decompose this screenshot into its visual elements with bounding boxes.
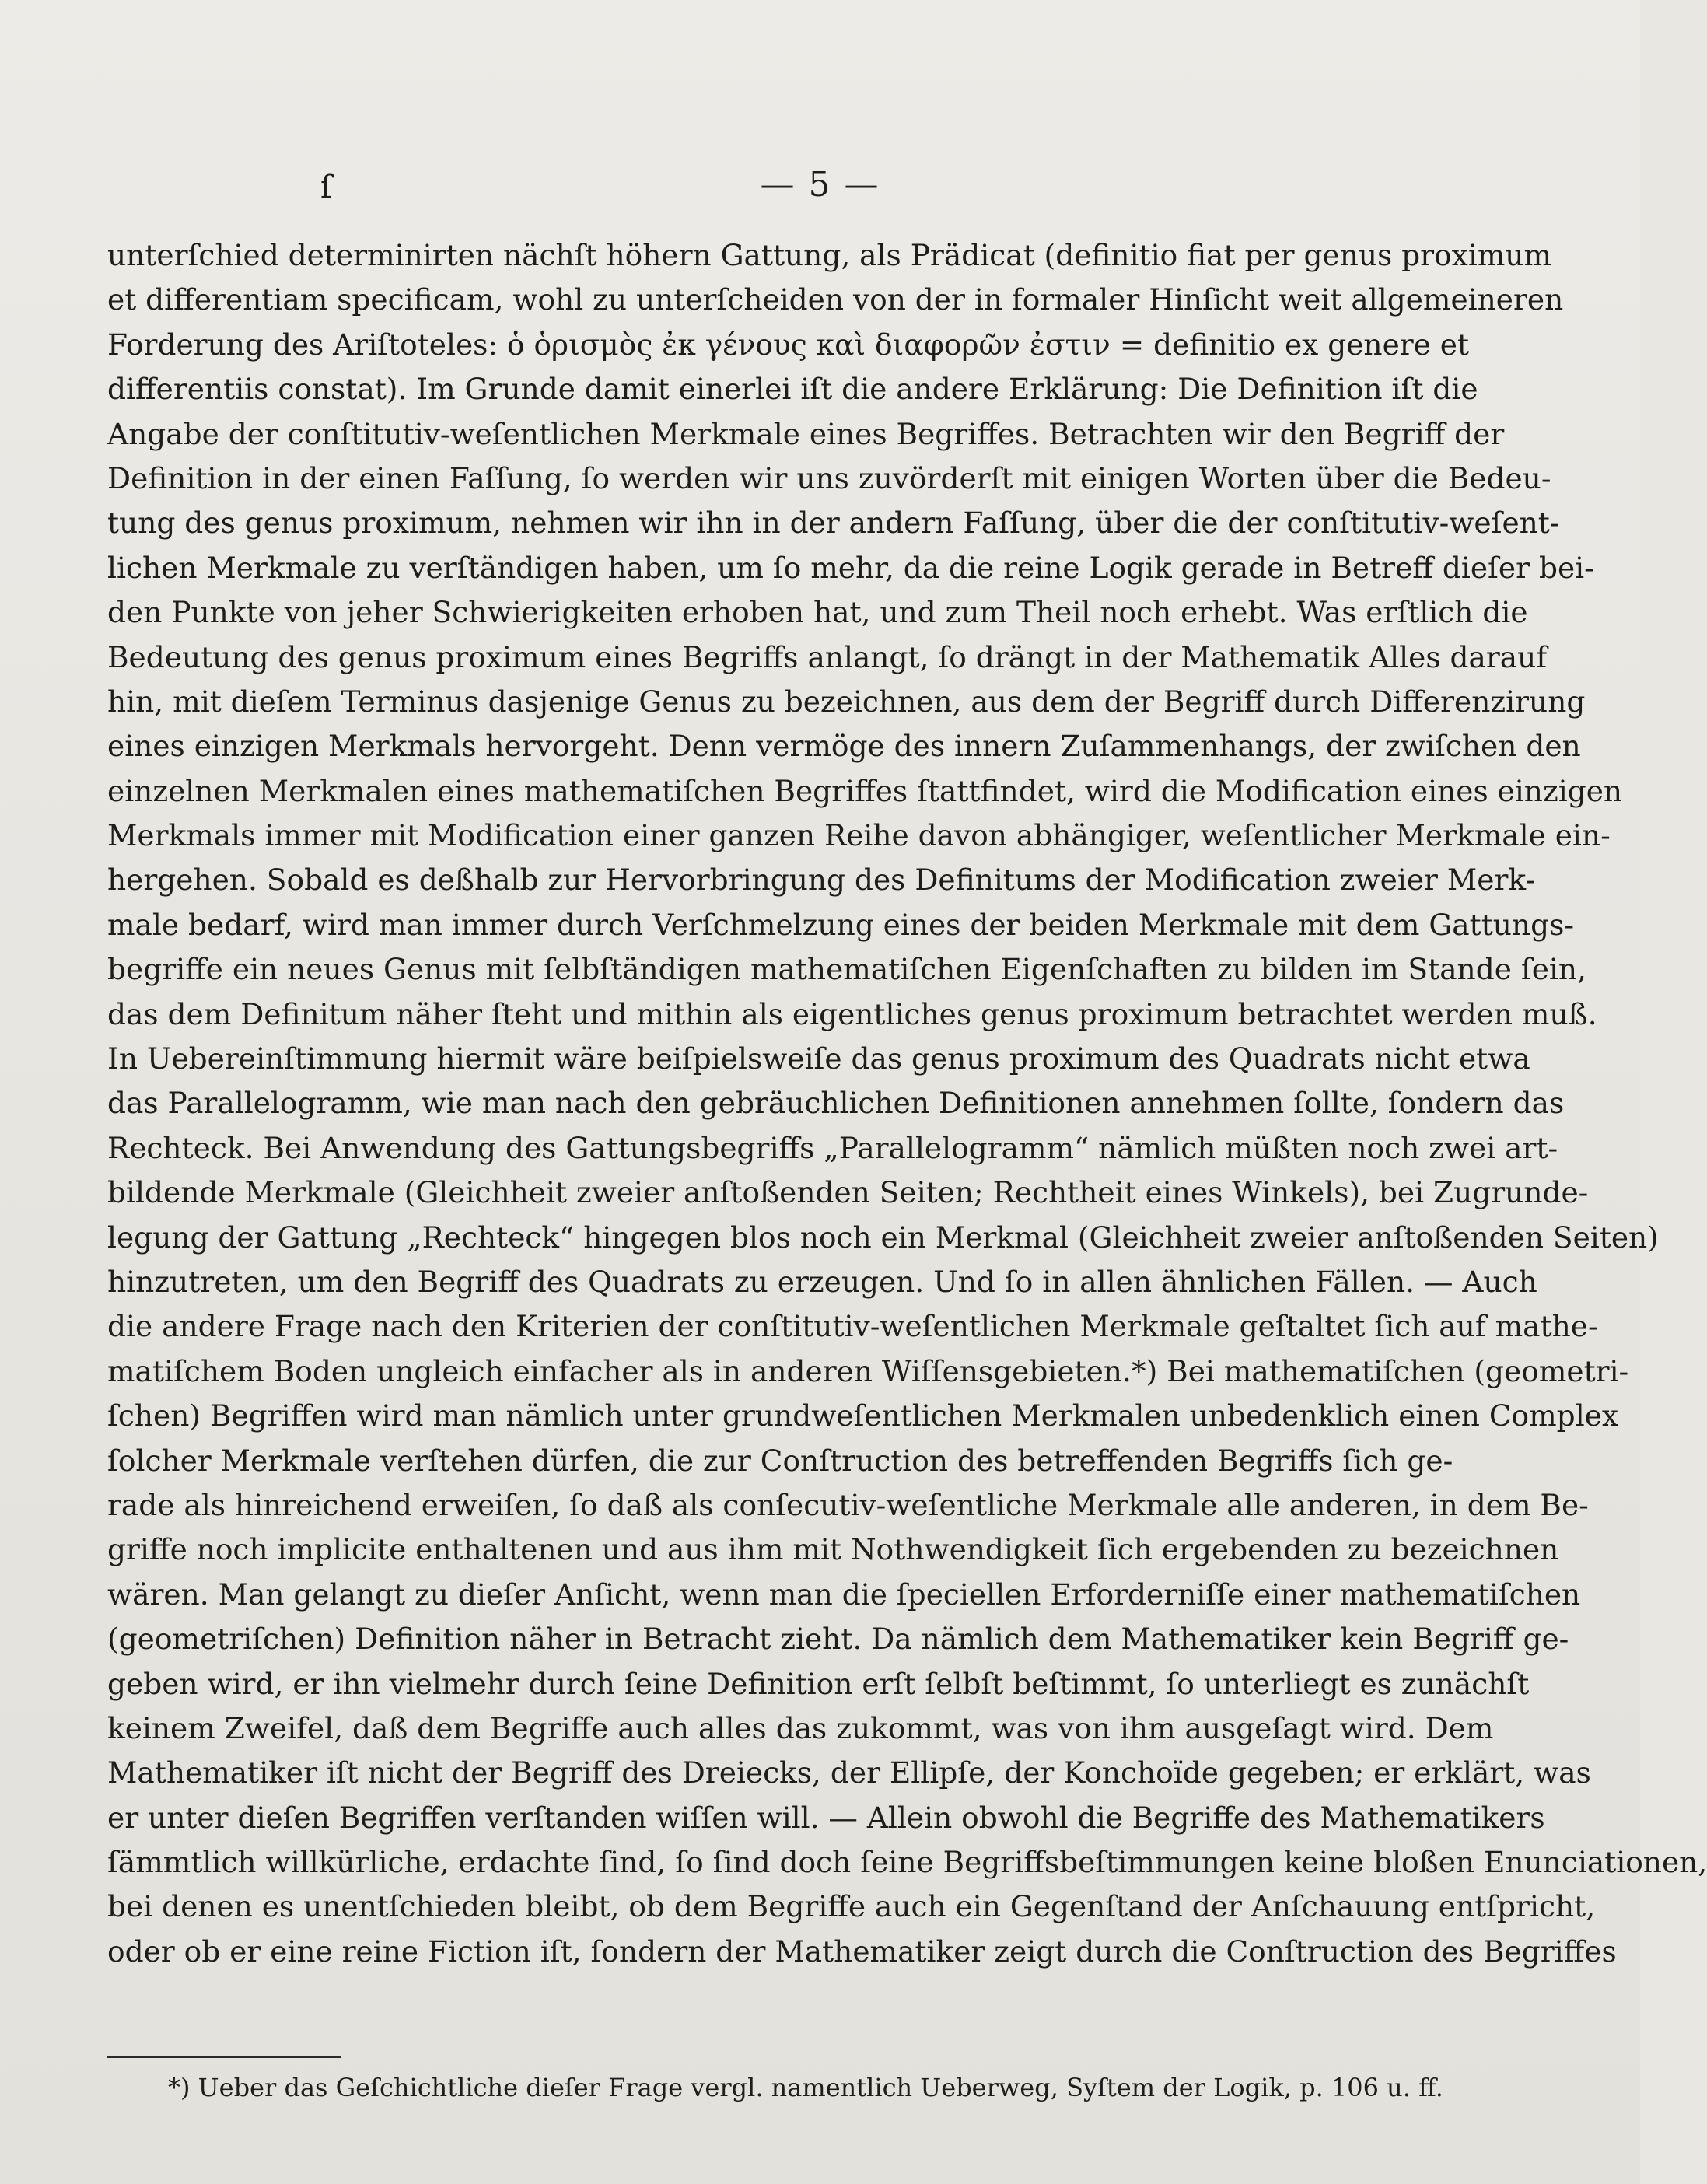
text-line: matiſchem Boden ungleich einfacher als in anderen Wiſſensgebieten.*) Bei mathematiſchen (geometri- (107, 1353, 1629, 1388)
text-line: ſolcher Merkmale verſtehen dürfen, die zur Conſtruction des betreffenden Begriffs ſich ge- (107, 1443, 1453, 1478)
text-line: Rechteck. Bei Anwendung des Gattungsbegriffs „Parallelogramm“ nämlich müßten noch zwei art- (107, 1130, 1558, 1165)
text-line: den Punkte von jeher Schwierigkeiten erhoben hat, und zum Theil noch erhebt. Was erſtlich die (107, 595, 1528, 630)
text-line: lichen Merkmale zu verſtändigen haben, um ſo mehr, da die reine Logik gerade in Betreff dieſer bei- (107, 550, 1594, 585)
text-line: eines einzigen Merkmals hervorgeht. Denn vermöge des innern Zuſammenhangs, der zwiſchen den (107, 729, 1581, 764)
text-line: Mathematiker iſt nicht der Begriff des Dreiecks, der Ellipſe, der Konchoïde gegeben; er erklärt, was (107, 1755, 1591, 1790)
text-line: Forderung des Ariſtoteles: ὁ ὁρισμὸς ἐκ γένους καὶ διαφορῶν ἐστιν = definitio ex genere et (107, 327, 1470, 362)
text-line: hin, mit dieſem Terminus dasjenige Genus zu bezeichnen, aus dem der Begriff durch Differenzirung (107, 684, 1586, 719)
text-line: Definition in der einen Faſſung, ſo werden wir uns zuvörderſt mit einigen Worten über die Bedeu- (107, 460, 1551, 495)
text-line: griffe noch implicite enthaltenen und aus ihm mit Nothwendigkeit ſich ergebenden zu bezeichnen (107, 1532, 1559, 1567)
body-text (107, 233, 1707, 1974)
text-line: unterſchied determinirten nächſt höhern Gattung, als Prädicat (definitio fiat per genus proximum (107, 238, 1552, 272)
text-line: das Parallelogramm, wie man nach den gebräuchlichen Definitionen annehmen ſollte, ſondern das (107, 1086, 1565, 1121)
page-number: — 5 — (760, 165, 880, 205)
text-line: Merkmals immer mit Modification einer ganzen Reihe davon abhängiger, weſentlicher Merkmale ein- (107, 818, 1611, 853)
text-line: Bedeutung des genus proximum eines Begriffs anlangt, ſo drängt in der Mathematik Alles darauf (107, 639, 1548, 674)
text-line: einzelnen Merkmalen eines mathematiſchen Begriffes ſtattfindet, wird die Modification eines einzigen (107, 773, 1623, 808)
text-line: male bedarf, wird man immer durch Verſchmelzung eines der beiden Merkmale mit dem Gattungs- (107, 907, 1575, 942)
text-line: hinzutreten, um den Begriff des Quadrats zu erzeugen. Und ſo in allen ähnlichen Fällen. — Auch (107, 1264, 1537, 1299)
text-line: ſämmtlich willkürliche, erdachte ſind, ſo ſind doch ſeine Begriffsbeſtimmungen keine bloßen Enunciationen, (107, 1845, 1707, 1880)
text-line: bildende Merkmale (Gleichheit zweier anſtoßenden Seiten; Rechtheit eines Winkels), bei Zugrunde- (107, 1175, 1589, 1210)
text-line: begriffe ein neues Genus mit ſelbſtändigen mathematiſchen Eigenſchaften zu bilden im Stande ſein, (107, 952, 1586, 987)
text-line: differentiis constat). Im Grunde damit einerlei iſt die andere Erklärung: Die Definition iſt die (107, 372, 1478, 407)
text-line: bei denen es unentſchieden bleibt, ob dem Begriffe auch ein Gegenſtand der Anſchauung entſpricht, (107, 1889, 1596, 1924)
text-line: tung des genus proximum, nehmen wir ihn in der andern Faſſung, über die der conſtitutiv-weſent- (107, 506, 1560, 541)
footnote-divider (107, 2056, 341, 2058)
footnote: *) Ueber das Geſchichtliche dieſer Frage vergl. namentlich Ueberweg, Syſtem der Logik, p. 106 u. ff. (168, 2073, 1443, 2102)
text-line: et differentiam specificam, wohl zu unterſcheiden von der in formaler Hinſicht weit allgemeineren (107, 282, 1564, 317)
text-line: hergehen. Sobald es deßhalb zur Hervorbringung des Definitums der Modification zweier Merk- (107, 863, 1536, 898)
margin-mark: ſ (320, 170, 332, 205)
text-line: das dem Definitum näher ſteht und mithin als eigentliches genus proximum betrachtet werden muß. (107, 996, 1597, 1031)
text-line: In Uebereinſtimmung hiermit wäre beiſpielsweiſe das genus proximum des Quadrats nicht etwa (107, 1041, 1530, 1076)
text-line: wären. Man gelangt zu dieſer Anſicht, wenn man die ſpeciellen Erforderniſſe einer mathematiſchen (107, 1577, 1581, 1612)
text-line: ſchen) Begriffen wird man nämlich unter grundweſentlichen Merkmalen unbedenklich einen Complex (107, 1398, 1619, 1433)
text-line: (geometriſchen) Definition näher in Betracht zieht. Da nämlich dem Mathematiker kein Begriff ge- (107, 1622, 1569, 1657)
text-line: oder ob er eine reine Fiction iſt, ſondern der Mathematiker zeigt durch die Conſtruction des Begriffes (107, 1934, 1617, 1969)
text-line: er unter dieſen Begriffen verſtanden wiſſen will. — Allein obwohl die Begriffe des Mathematikers (107, 1800, 1545, 1835)
text-line: rade als hinreichend erweiſen, ſo daß als conſecutiv-weſentliche Merkmale alle anderen, in dem Be- (107, 1487, 1589, 1522)
text-line: Angabe der conſtitutiv-weſentlichen Merkmale eines Begriffes. Betrachten wir den Begriff der (107, 416, 1505, 451)
text-line: geben wird, er ihn vielmehr durch ſeine Definition erſt ſelbſt beſtimmt, ſo unterliegt es zunächſt (107, 1666, 1530, 1701)
text-line: keinem Zweifel, daß dem Begriffe auch alles das zukommt, was von ihm ausgeſagt wird. Dem (107, 1710, 1494, 1745)
text-line: legung der Gattung „Rechteck“ hingegen blos noch ein Merkmal (Gleichheit zweier anſtoßenden Seiten) (107, 1220, 1659, 1255)
text-line: die andere Frage nach den Kriterien der conſtitutiv-weſentlichen Merkmale geſtaltet ſich auf mathe- (107, 1309, 1598, 1344)
